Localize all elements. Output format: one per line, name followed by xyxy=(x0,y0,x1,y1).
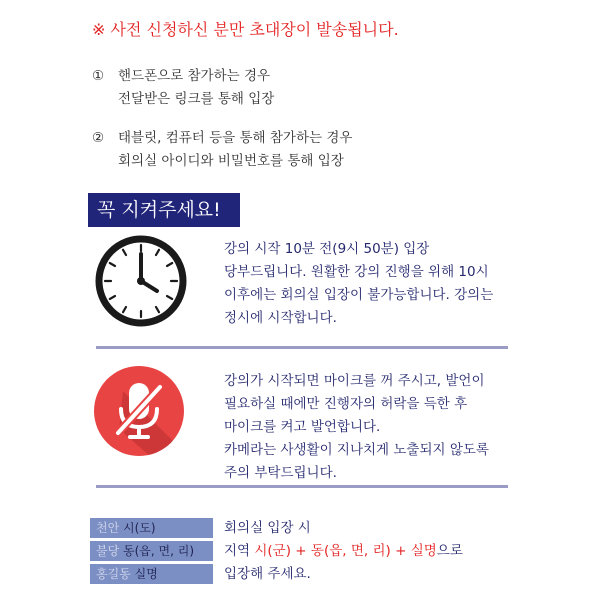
address-city: 시(군) xyxy=(254,543,291,559)
step-line2: 회의실 아이디와 비밀번호를 통해 입장 xyxy=(118,153,344,169)
step-line1: 태블릿, 컴퓨터 등을 통해 참가하는 경우 xyxy=(118,130,353,146)
step-line1: 핸드폰으로 참가하는 경우 xyxy=(118,68,271,84)
address-tag-name xyxy=(90,564,213,584)
mic-rule-line: 카메라는 사생활이 지나치게 노출되지 않도록 xyxy=(224,442,489,458)
address-name: 실명 xyxy=(410,543,437,559)
tag-example: 홍길동 xyxy=(96,567,131,581)
step-2 xyxy=(92,127,352,173)
muted-microphone-icon xyxy=(93,365,185,457)
clock-icon xyxy=(95,235,187,327)
address-line1: 회의실 입장 시 xyxy=(224,520,311,536)
address-line3: 입장해 주세요. xyxy=(224,566,311,582)
step-1 xyxy=(92,65,274,111)
address-format-tags xyxy=(90,518,213,587)
address-line2 xyxy=(224,540,463,563)
address-dong: 동(읍, 면, 리) xyxy=(310,543,391,559)
section-divider xyxy=(96,485,508,488)
mic-rule-line: 필요하실 때에만 진행자의 허락을 득한 후 xyxy=(224,396,468,412)
section-divider xyxy=(96,346,508,349)
step-number: ② xyxy=(92,130,105,146)
address-tag-city xyxy=(90,518,213,538)
mic-rule-line: 마이크를 켜고 발언합니다. xyxy=(224,419,381,435)
address-suffix: 으로 xyxy=(436,543,463,559)
tag-label: 동(읍, 면, 리) xyxy=(123,544,195,558)
tag-example: 천안 xyxy=(96,521,120,535)
time-rule-line: 당부드립니다. 원활한 강의 진행을 위해 10시 xyxy=(224,264,489,280)
address-plus: + xyxy=(390,543,411,559)
address-plus: + xyxy=(291,543,311,559)
mic-rule-line: 강의가 시작되면 마이크를 꺼 주시고, 발언이 xyxy=(224,373,485,389)
time-rule-line: 이후에는 회의실 입장이 불가능합니다. 강의는 xyxy=(224,287,494,303)
step-line2: 전달받은 링크를 통해 입장 xyxy=(118,91,275,107)
tag-label: 실명 xyxy=(134,567,158,581)
time-rule-line: 정시에 시작합니다. xyxy=(224,310,337,326)
time-rule-text xyxy=(224,238,524,330)
time-rule-line: 강의 시작 10분 전(9시 50분) 입장 xyxy=(224,241,430,257)
mic-rule-line: 주의 부탁드립니다. xyxy=(224,465,337,481)
notice-text: ※ 사전 신청하신 분만 초대장이 발송됩니다. xyxy=(92,20,399,39)
tag-label: 시(도) xyxy=(123,521,156,535)
address-instruction xyxy=(224,517,463,586)
mic-rule-text xyxy=(224,370,524,485)
step-number: ① xyxy=(92,68,105,84)
address-prefix: 지역 xyxy=(224,543,255,559)
rules-banner: 꼭 지켜주세요! xyxy=(88,193,240,227)
tag-example: 불당 xyxy=(96,544,120,558)
address-tag-dong xyxy=(90,541,213,561)
